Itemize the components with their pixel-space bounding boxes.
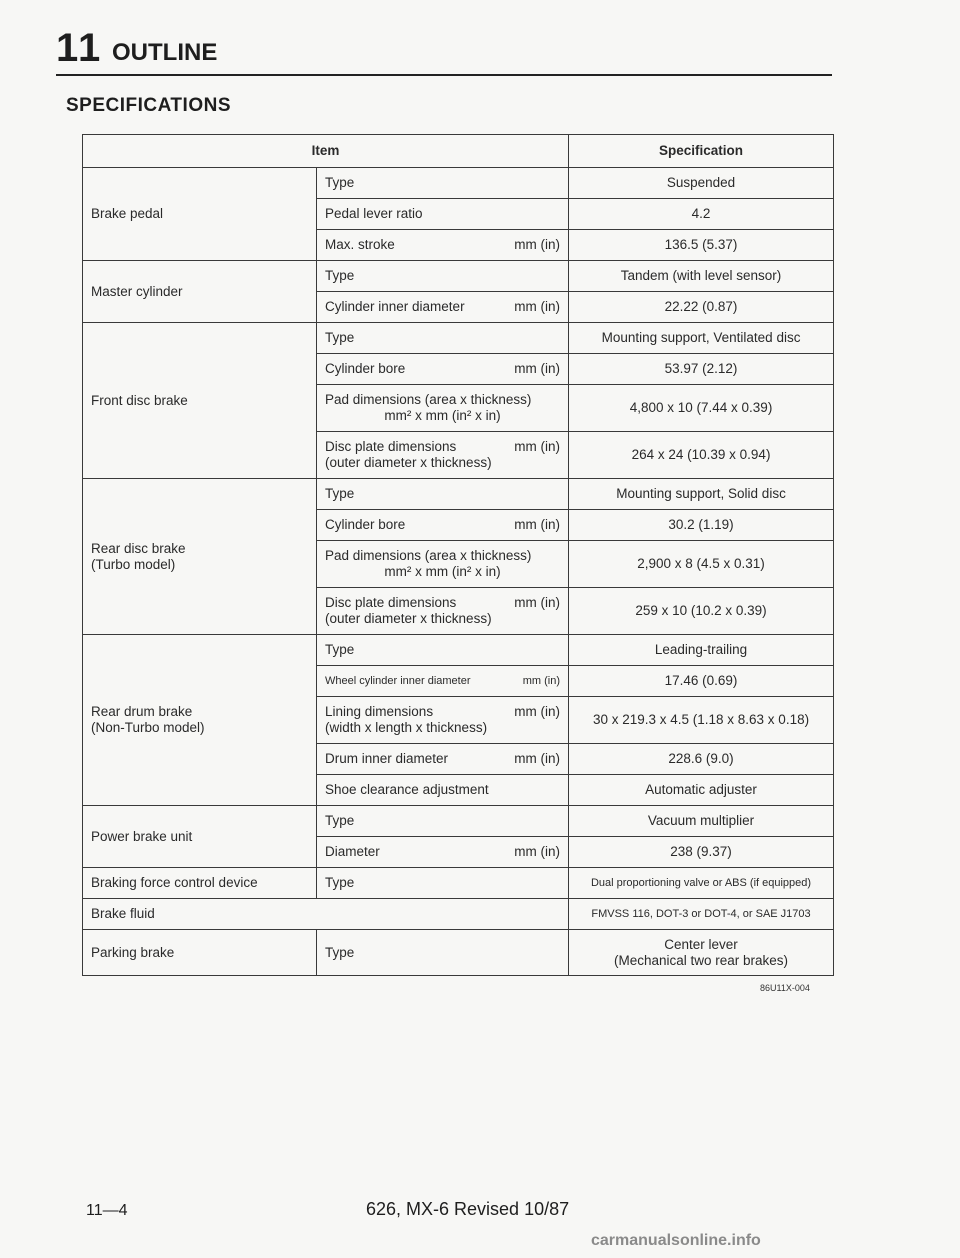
group-rear-disc-brake	[83, 479, 317, 635]
group-name: Front disc brake	[91, 392, 188, 408]
group-subtitle: (Turbo model)	[91, 556, 176, 572]
group-power-brake-unit	[83, 806, 317, 868]
value-cell: FMVSS 116, DOT-3 or DOT-4, or SAE J1703	[569, 899, 834, 930]
item-cell: Type	[317, 930, 569, 976]
item-label: Cylinder bore	[325, 517, 406, 533]
table-row	[83, 868, 834, 899]
unit-label: mm (in)	[514, 844, 561, 860]
item-cell	[317, 837, 569, 868]
value-cell: Automatic adjuster	[569, 775, 834, 806]
item-label: Pad dimensions (area x thickness)	[325, 392, 532, 408]
value-note: (Mechanical two rear brakes)	[613, 952, 789, 968]
group-name: Rear drum brake	[91, 704, 193, 720]
value-cell: Mounting support, Ventilated disc	[569, 323, 834, 354]
value-cell: 22.22 (0.87)	[569, 292, 834, 323]
item-cell	[317, 510, 569, 541]
group-subtitle: (Non-Turbo model)	[91, 720, 205, 735]
unit-label: mm (in)	[514, 704, 561, 720]
item-label: Cylinder inner diameter	[325, 299, 465, 315]
item-cell: Type	[317, 868, 569, 899]
group-braking-force-control: Braking force control device	[83, 868, 317, 899]
item-label: Disc plate dimensions	[325, 439, 457, 455]
item-note: (width x length x thickness)	[325, 720, 488, 735]
unit-label: mm (in)	[514, 237, 561, 253]
table-header-row	[83, 135, 834, 168]
table-row	[83, 261, 834, 292]
table-row	[83, 806, 834, 837]
unit-label: mm (in)	[514, 299, 561, 315]
value-cell: Leading-trailing	[569, 635, 834, 666]
unit-label: mm (in)	[514, 439, 561, 455]
chapter-number: 11	[56, 26, 103, 70]
group-parking-brake: Parking brake	[83, 930, 317, 976]
table-row	[83, 635, 834, 666]
item-label: Pad dimensions (area x thickness)	[325, 548, 532, 564]
unit-label: mm (in)	[514, 517, 561, 533]
unit-label: mm (in)	[522, 674, 561, 687]
item-cell: Type	[317, 806, 569, 837]
specifications-table	[82, 134, 834, 976]
group-name: Brake pedal	[91, 206, 164, 222]
unit-label: mm (in)	[514, 751, 561, 767]
item-label: Disc plate dimensions	[325, 595, 457, 611]
item-cell: Shoe clearance adjustment	[317, 775, 569, 806]
item-cell: Type	[317, 635, 569, 666]
item-units: mm² x mm (in² x in)	[384, 408, 501, 423]
value-cell: 2,900 x 8 (4.5 x 0.31)	[569, 541, 834, 588]
item-cell: Type	[317, 479, 569, 510]
group-brake-fluid: Brake fluid	[83, 899, 569, 930]
value-line: Center lever	[664, 936, 738, 952]
value-cell: 17.46 (0.69)	[569, 666, 834, 697]
table-row	[83, 168, 834, 199]
value-cell	[569, 930, 834, 976]
item-cell: Type	[317, 168, 569, 199]
value-cell: 4,800 x 10 (7.44 x 0.39)	[569, 385, 834, 432]
item-label: Max. stroke	[325, 237, 395, 253]
item-cell	[317, 666, 569, 697]
table-row	[83, 479, 834, 510]
item-note: (outer diameter x thickness)	[325, 455, 492, 470]
value-cell: 228.6 (9.0)	[569, 744, 834, 775]
page-header	[56, 26, 832, 76]
watermark: carmanualsonline.info	[591, 1232, 761, 1249]
item-cell	[317, 697, 569, 744]
page-number: 11—4	[86, 1202, 128, 1219]
item-cell	[317, 354, 569, 385]
value-cell: Tandem (with level sensor)	[569, 261, 834, 292]
item-label: Cylinder bore	[325, 361, 406, 377]
value-cell: 259 x 10 (10.2 x 0.39)	[569, 588, 834, 635]
value-cell: Suspended	[569, 168, 834, 199]
item-label: Drum inner diameter	[325, 751, 449, 767]
item-units: mm² x mm (in² x in)	[384, 564, 501, 579]
item-cell: Type	[317, 261, 569, 292]
table-row	[83, 899, 834, 930]
value-cell: Vacuum multiplier	[569, 806, 834, 837]
item-cell	[317, 744, 569, 775]
group-rear-drum-brake	[83, 635, 317, 806]
unit-label: mm (in)	[514, 361, 561, 377]
value-cell: 53.97 (2.12)	[569, 354, 834, 385]
item-note: (outer diameter x thickness)	[325, 611, 492, 626]
item-label: Diameter	[325, 844, 380, 860]
value-cell: Mounting support, Solid disc	[569, 479, 834, 510]
value-cell: 264 x 24 (10.39 x 0.94)	[569, 432, 834, 479]
group-front-disc-brake	[83, 323, 317, 479]
section-title: SPECIFICATIONS	[66, 95, 231, 116]
group-master-cylinder	[83, 261, 317, 323]
chapter-title: OUTLINE	[112, 39, 218, 66]
value-cell: 30 x 219.3 x 4.5 (1.18 x 8.63 x 0.18)	[569, 697, 834, 744]
header-item: Item	[83, 135, 569, 168]
item-cell	[317, 385, 569, 432]
item-cell: Pedal lever ratio	[317, 199, 569, 230]
unit-label: mm (in)	[514, 595, 561, 611]
value-cell: 136.5 (5.37)	[569, 230, 834, 261]
value-cell: 30.2 (1.19)	[569, 510, 834, 541]
item-cell: Type	[317, 323, 569, 354]
item-cell	[317, 230, 569, 261]
item-cell	[317, 292, 569, 323]
table-row	[83, 323, 834, 354]
figure-code: 86U11X-004	[760, 983, 810, 993]
item-cell	[317, 541, 569, 588]
item-cell	[317, 588, 569, 635]
group-name: Power brake unit	[91, 828, 193, 844]
group-name: Rear disc brake	[91, 540, 186, 556]
item-label: Wheel cylinder inner diameter	[325, 674, 471, 687]
value-cell: 238 (9.37)	[569, 837, 834, 868]
group-brake-pedal	[83, 168, 317, 261]
header-specification: Specification	[569, 135, 834, 168]
value-cell: Dual proportioning valve or ABS (if equipped)	[569, 868, 834, 899]
value-cell: 4.2	[569, 199, 834, 230]
group-name: Master cylinder	[91, 283, 183, 299]
item-cell	[317, 432, 569, 479]
model-revision: 626, MX-6 Revised 10/87	[366, 1199, 570, 1219]
item-label: Lining dimensions	[325, 704, 434, 720]
table-row	[83, 930, 834, 976]
